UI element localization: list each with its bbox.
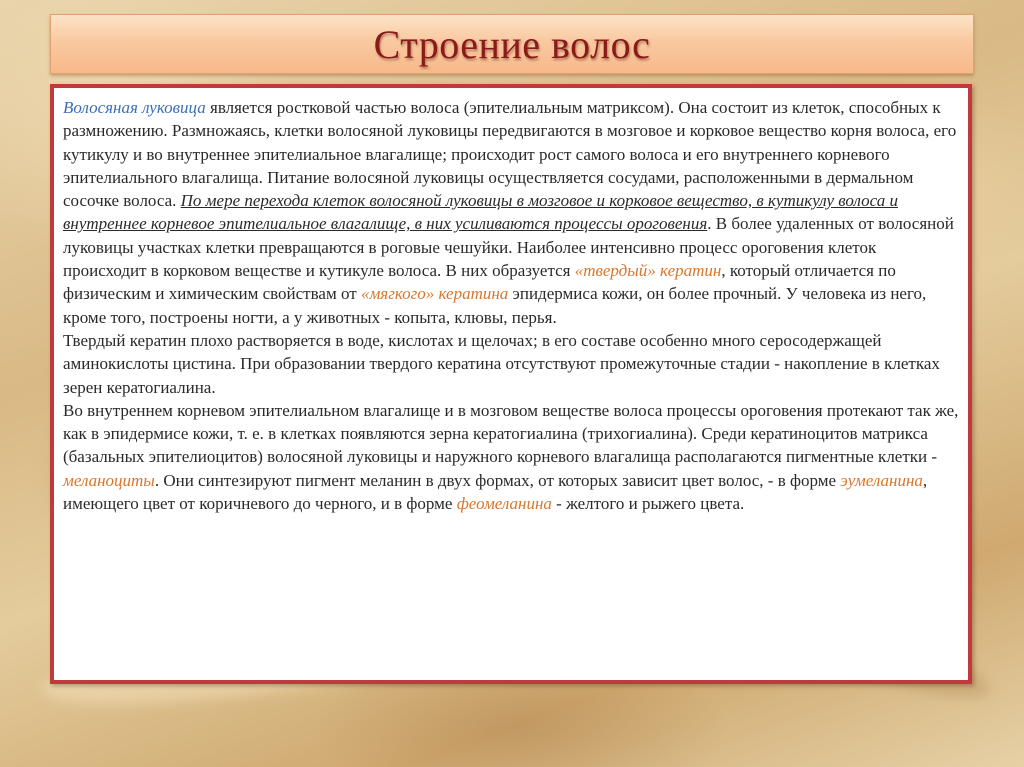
- text-segment: эпидермиса кожи, он более прочный. У человека из него, кроме того, построены ногти, а у животных - копыта, клювы, перья.: [63, 284, 927, 327]
- text-segment: является ростковой частью волоса (эпителиальным матриксом). Она состоит из клеток, способных к размножению. Размножаясь, клетки волосяной луковицы передвигаются в мозговое и корковое вещество корня волоса, его кутикулу и во внутреннее эпителиальное влагалище; происходит рост самого волоса и его внутреннего корневого эпителиального влагалища. Питание волосяной луковицы осуществляется сосудами, расположенными в дермальном сосочке волоса.: [63, 98, 957, 211]
- term-soft-keratin: «мягкого» кератина: [360, 284, 509, 304]
- term-eumelanin: эумеланина: [840, 470, 923, 490]
- term-hard-keratin: «твердый» кератин: [574, 261, 722, 281]
- body-text: [63, 96, 959, 515]
- paragraph-hard-keratin: Твердый кератин плохо растворяется в воде, кислотах и щелочах; в его составе особенно много серосодержащей аминокислоты цистина. При образовании твердого кератина отсутствуют промежуточные стадии - накопление в клетках зерен кератогиалина.: [63, 330, 940, 397]
- content-panel: [50, 84, 972, 684]
- text-segment: . В более удаленных от волосяной луковицы участках клетки превращаются в роговые чешуйки. Наиболее интенсивно процесс ороговения клеток происходит в корковом веществе и кутикуле волоса. В них образуется: [63, 214, 954, 281]
- paragraph-hair-bulb: [63, 96, 959, 329]
- text-segment: - желтого и рыжего цвета.: [551, 494, 745, 514]
- title-banner: [50, 14, 974, 74]
- underlined-emphasis: По мере перехода клеток волосяной луковицы в мозговое и корковое вещество, в кутикулу волоса и внутреннее корневое эпителиальное влагалище, в них усиливаются процессы ороговения: [63, 191, 898, 234]
- text-segment: Во внутреннем корневом эпителиальном влагалище и в мозговом веществе волоса процессы ороговения протекают так же, как в эпидермисе кожи, т. е. в клетках появляются зерна кератогиалина (трихогиалина). Среди кератиноцитов матрикса (базальных эпителиоцитов) волосяной луковицы и наружного корневого влагалища располагаются пигментные клетки -: [63, 400, 959, 467]
- term-melanocytes: меланоциты: [63, 470, 155, 490]
- slide-title: Строение волос: [373, 21, 651, 67]
- text-segment: . Они синтезируют пигмент меланин в двух формах, от которых зависит цвет волос, - в форме: [154, 470, 841, 490]
- paragraph-pigment: [63, 399, 959, 515]
- term-hair-bulb: Волосяная луковица: [63, 98, 206, 117]
- text-segment: , имеющего цвет от коричневого до черного, и в форме: [63, 470, 928, 514]
- text-segment: , который отличается по физическим и химическим свойствам от: [63, 261, 896, 304]
- term-pheomelanin: феомеланина: [456, 494, 552, 514]
